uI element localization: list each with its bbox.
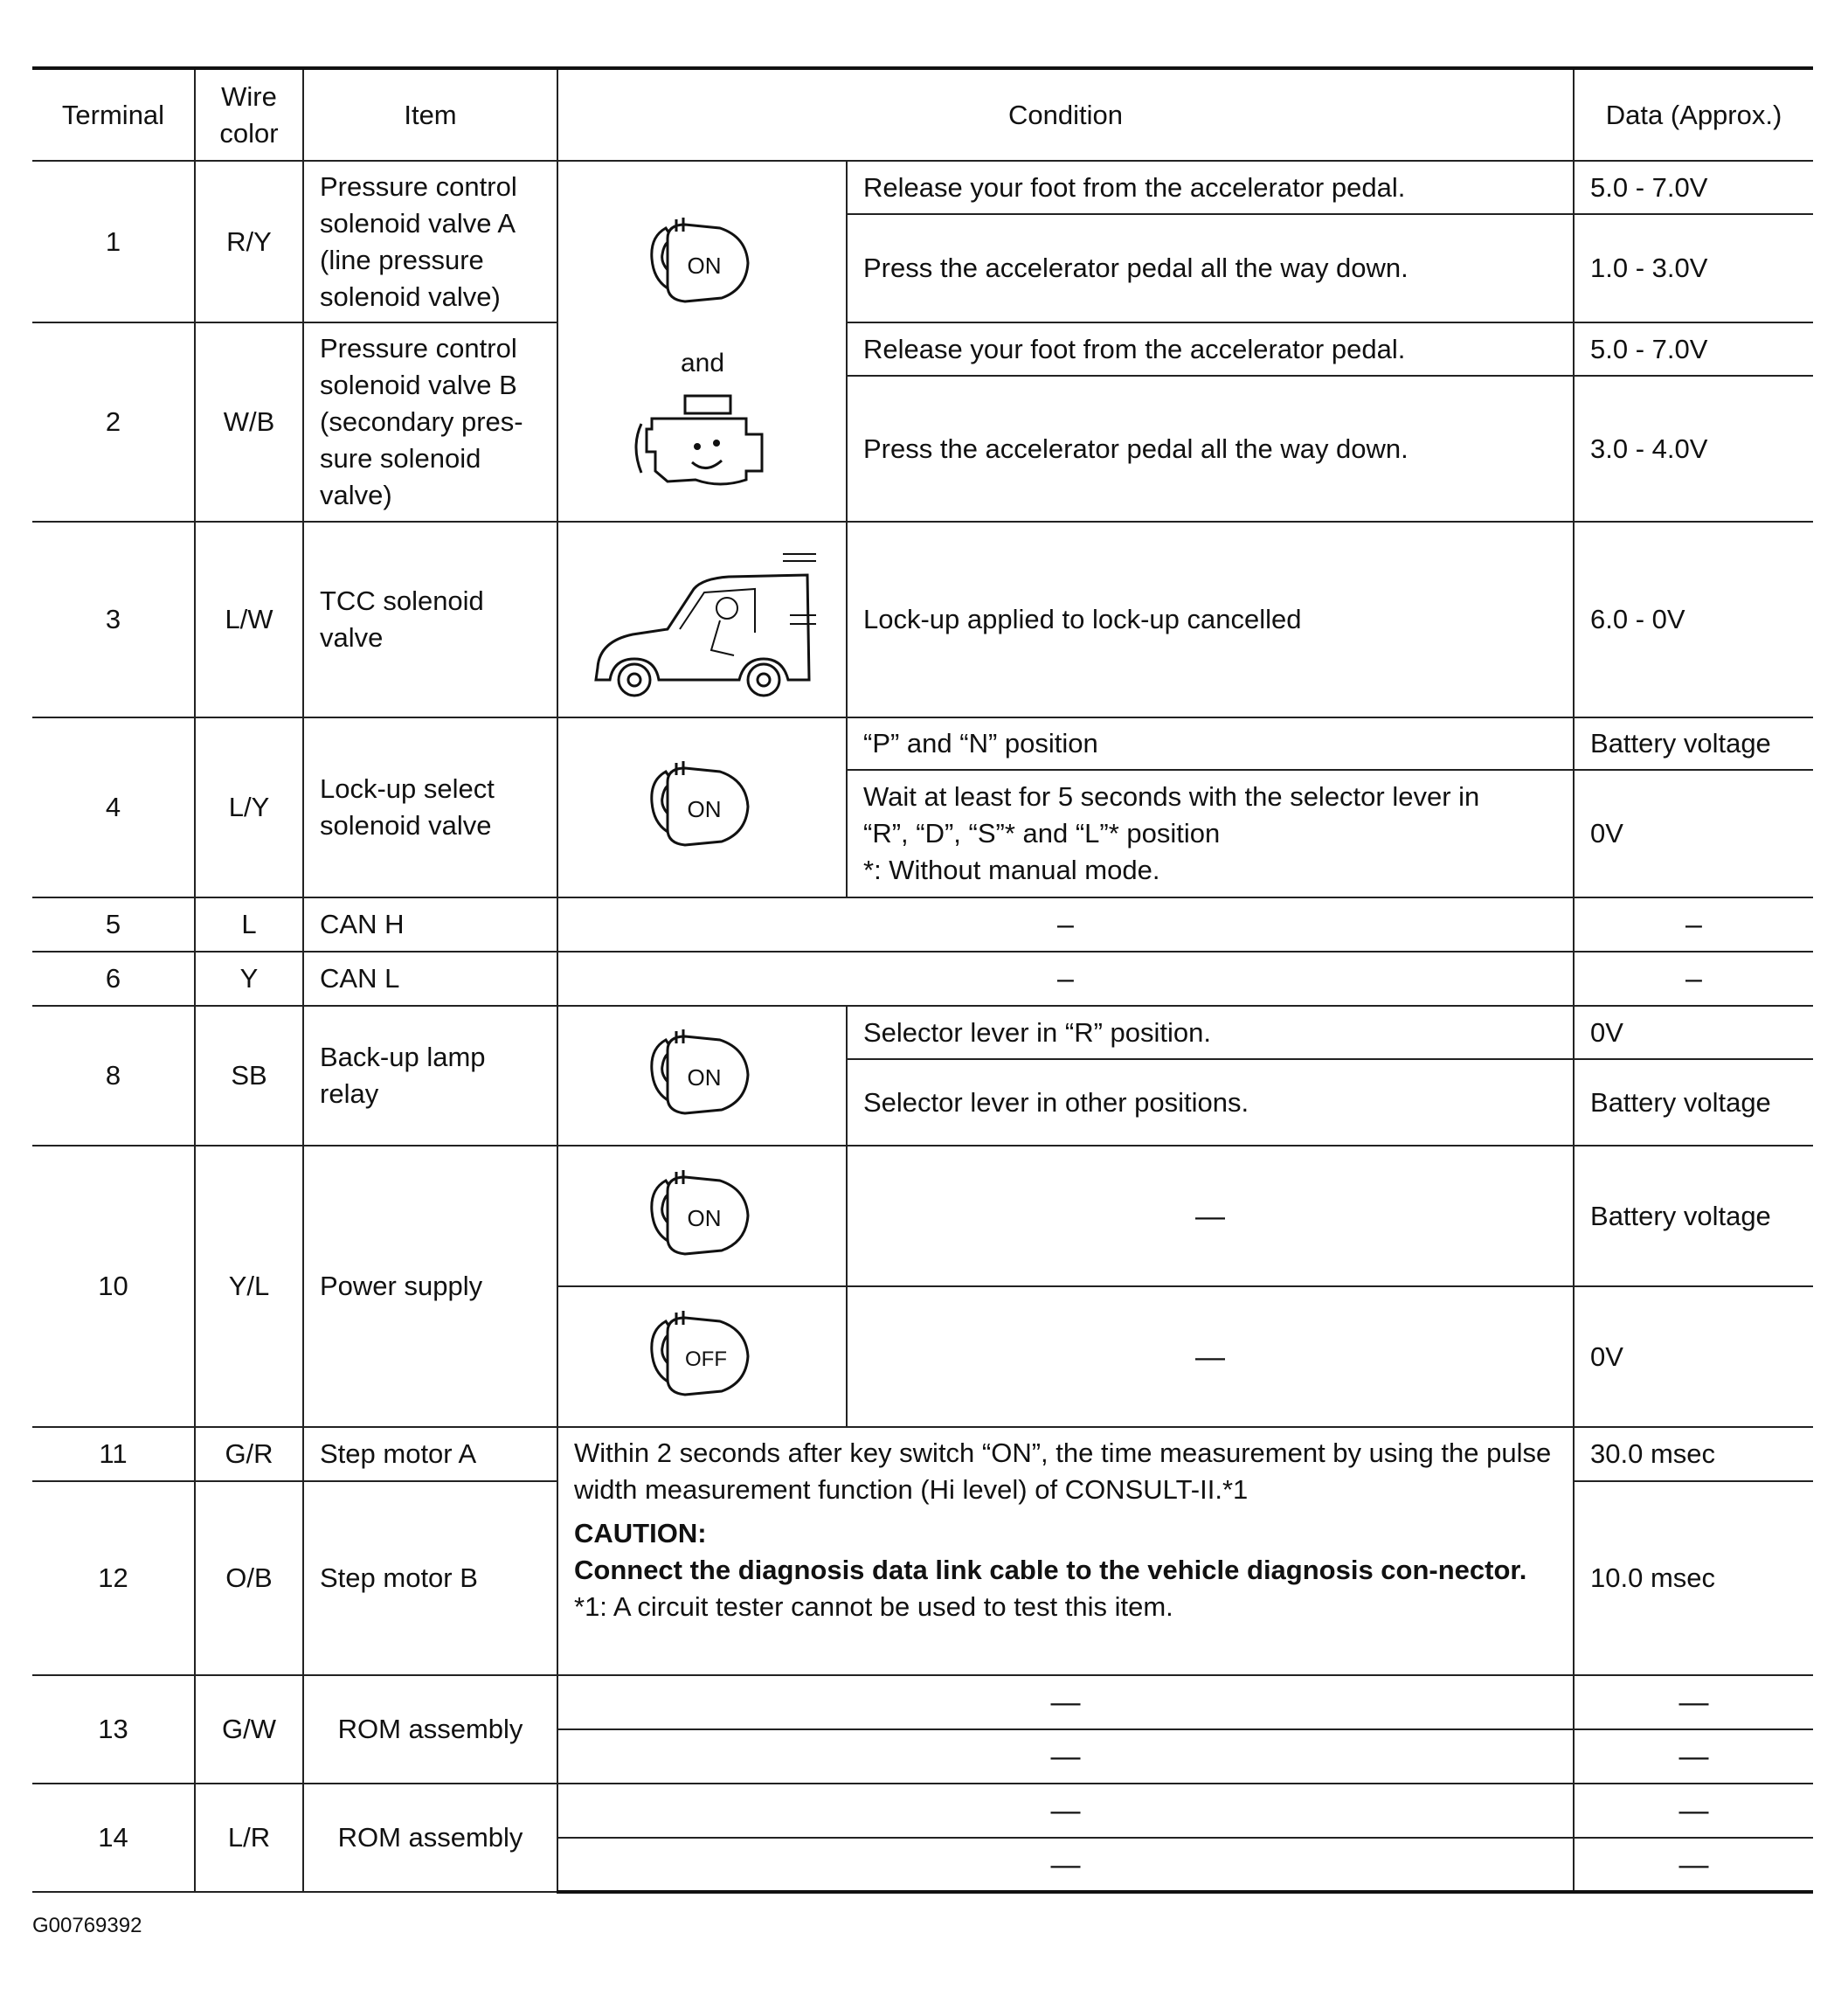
condition-cell: Press the accelerator pedal all the way down. — [847, 376, 1574, 522]
table-row — [32, 1427, 1813, 1481]
header-row — [32, 68, 1813, 161]
terminal-cell: 11 — [32, 1427, 195, 1481]
data-cell: — — [1574, 1729, 1813, 1784]
condition-cell: — — [847, 1286, 1574, 1427]
wire-color-cell: W/B — [195, 322, 303, 522]
condition-cell: Release your foot from the accelerator pedal. — [847, 161, 1574, 214]
ignition-icon-cell — [557, 717, 847, 897]
condition-cell: — — [557, 1838, 1574, 1892]
data-cell: 0V — [1574, 1286, 1813, 1427]
terminal-cell: 5 — [32, 897, 195, 952]
condition-cell: Lock-up applied to lock-up cancelled — [847, 522, 1574, 717]
data-cell: – — [1574, 897, 1813, 952]
wire-color-cell: O/B — [195, 1481, 303, 1675]
svg-text:ON: ON — [687, 1204, 721, 1231]
table-row — [32, 717, 1813, 770]
terminal-cell: 3 — [32, 522, 195, 717]
svg-text:ON: ON — [687, 1064, 721, 1091]
item-cell: CAN L — [303, 952, 557, 1006]
condition-cell: — — [557, 1784, 1574, 1838]
header-terminal: Terminal — [32, 68, 195, 161]
item-cell: Pressure control solenoid valve B (secondary pres-sure solenoid valve) — [303, 322, 557, 522]
item-cell: TCC solenoid valve — [303, 522, 557, 717]
data-cell: 3.0 - 4.0V — [1574, 376, 1813, 522]
header-condition: Condition — [557, 68, 1574, 161]
ignition-and-engine-icon-cell — [557, 161, 847, 522]
data-cell: 0V — [1574, 1006, 1813, 1059]
terminal-cell: 2 — [32, 322, 195, 522]
condition-note: *: Without manual mode. — [863, 855, 1160, 885]
header-item: Item — [303, 68, 557, 161]
data-cell: — — [1574, 1838, 1813, 1892]
vehicle-driving-icon — [580, 537, 825, 703]
wire-color-cell: L/Y — [195, 717, 303, 897]
data-cell: Battery voltage — [1574, 1146, 1813, 1286]
data-cell: 5.0 - 7.0V — [1574, 322, 1813, 376]
key-on-icon — [651, 218, 747, 301]
item-cell: Lock-up select solenoid valve — [303, 717, 557, 897]
data-cell: 6.0 - 0V — [1574, 522, 1813, 717]
wire-color-cell: G/R — [195, 1427, 303, 1481]
table-row — [32, 1784, 1813, 1838]
data-cell: 10.0 msec — [1574, 1481, 1813, 1675]
item-cell: Pressure control solenoid valve A (line pressure solenoid valve) — [303, 161, 557, 322]
terminal-cell: 10 — [32, 1146, 195, 1427]
table-row — [32, 322, 1813, 376]
item-cell: ROM assembly — [303, 1675, 557, 1784]
terminal-cell: 4 — [32, 717, 195, 897]
data-cell: 1.0 - 3.0V — [1574, 214, 1813, 322]
step-condition-text: Within 2 seconds after key switch “ON”, the time measurement by using the pulse width measurement function (Hi level) of CONSULT-II.*1 — [574, 1437, 1552, 1505]
item-cell: Power supply — [303, 1146, 557, 1427]
item-cell: ROM assembly — [303, 1784, 557, 1892]
figure-code: G00769392 — [32, 1914, 142, 1937]
condition-cell: Selector lever in other positions. — [847, 1059, 1574, 1146]
caution-title: CAUTION: — [574, 1518, 707, 1548]
wire-color-cell: R/Y — [195, 161, 303, 322]
condition-cell: — — [847, 1146, 1574, 1286]
condition-cell: — — [557, 1675, 1574, 1729]
condition-cell: – — [557, 897, 1574, 952]
condition-line: Wait at least for 5 seconds with the selector lever in — [863, 781, 1480, 812]
data-cell: – — [1574, 952, 1813, 1006]
svg-text:OFF: OFF — [684, 1347, 727, 1371]
table-row — [32, 1006, 1813, 1059]
step-condition-note: *1: A circuit tester cannot be used to test this item. — [574, 1591, 1173, 1622]
table-row — [32, 161, 1813, 214]
wire-color-cell: L — [195, 897, 303, 952]
terminal-cell: 6 — [32, 952, 195, 1006]
terminal-cell: 12 — [32, 1481, 195, 1675]
key-on-icon — [641, 1160, 764, 1273]
ignition-icon-cell — [557, 1286, 847, 1427]
wire-color-cell: G/W — [195, 1675, 303, 1784]
key-off-icon — [641, 1300, 764, 1414]
data-cell: Battery voltage — [1574, 717, 1813, 770]
svg-text:ON: ON — [687, 252, 721, 279]
condition-cell: Selector lever in “R” position. — [847, 1006, 1574, 1059]
data-cell: 5.0 - 7.0V — [1574, 161, 1813, 214]
data-cell: Battery voltage — [1574, 1059, 1813, 1146]
condition-cell: – — [557, 952, 1574, 1006]
item-cell: Back-up lamp relay — [303, 1006, 557, 1146]
data-cell: — — [1574, 1784, 1813, 1838]
header-data: Data (Approx.) — [1574, 68, 1813, 161]
terminal-cell: 1 — [32, 161, 195, 322]
wire-color-cell: L/R — [195, 1784, 303, 1892]
driving-icon-cell — [557, 522, 847, 717]
engine-icon — [636, 396, 762, 484]
caution-text: Connect the diagnosis data link cable to the vehicle diagnosis con-nector. — [574, 1555, 1527, 1585]
terminal-cell: 14 — [32, 1784, 195, 1892]
key-on-icon — [641, 1019, 764, 1133]
data-cell: 30.0 msec — [1574, 1427, 1813, 1481]
step-motor-condition-cell — [557, 1427, 1574, 1675]
condition-cell: “P” and “N” position — [847, 717, 1574, 770]
wire-color-cell: Y — [195, 952, 303, 1006]
table-row — [32, 1146, 1813, 1286]
condition-cell: Release your foot from the accelerator pedal. — [847, 322, 1574, 376]
wire-color-cell: L/W — [195, 522, 303, 717]
table-row — [32, 1675, 1813, 1729]
terminal-cell: 8 — [32, 1006, 195, 1146]
condition-cell: Press the accelerator pedal all the way down. — [847, 214, 1574, 322]
table-row — [32, 952, 1813, 1006]
terminal-spec-table — [32, 66, 1813, 1894]
svg-text:ON: ON — [687, 796, 721, 822]
header-wire-color: Wire color — [195, 68, 303, 161]
item-cell: Step motor B — [303, 1481, 557, 1675]
key-on-icon — [641, 751, 764, 864]
item-cell: Step motor A — [303, 1427, 557, 1481]
data-cell: — — [1574, 1675, 1813, 1729]
ignition-on-engine-running-icon — [615, 193, 790, 490]
condition-line: “R”, “D”, “S”* and “L”* position — [863, 818, 1221, 849]
ignition-icon-cell — [557, 1146, 847, 1286]
terminal-cell: 13 — [32, 1675, 195, 1784]
table-row — [32, 897, 1813, 952]
wire-color-cell: SB — [195, 1006, 303, 1146]
condition-cell: — — [557, 1729, 1574, 1784]
and-label: and — [680, 348, 724, 378]
ignition-icon-cell — [557, 1006, 847, 1146]
table-row — [32, 522, 1813, 717]
data-cell: 0V — [1574, 770, 1813, 897]
condition-cell — [847, 770, 1574, 897]
wire-color-cell: Y/L — [195, 1146, 303, 1427]
item-cell: CAN H — [303, 897, 557, 952]
